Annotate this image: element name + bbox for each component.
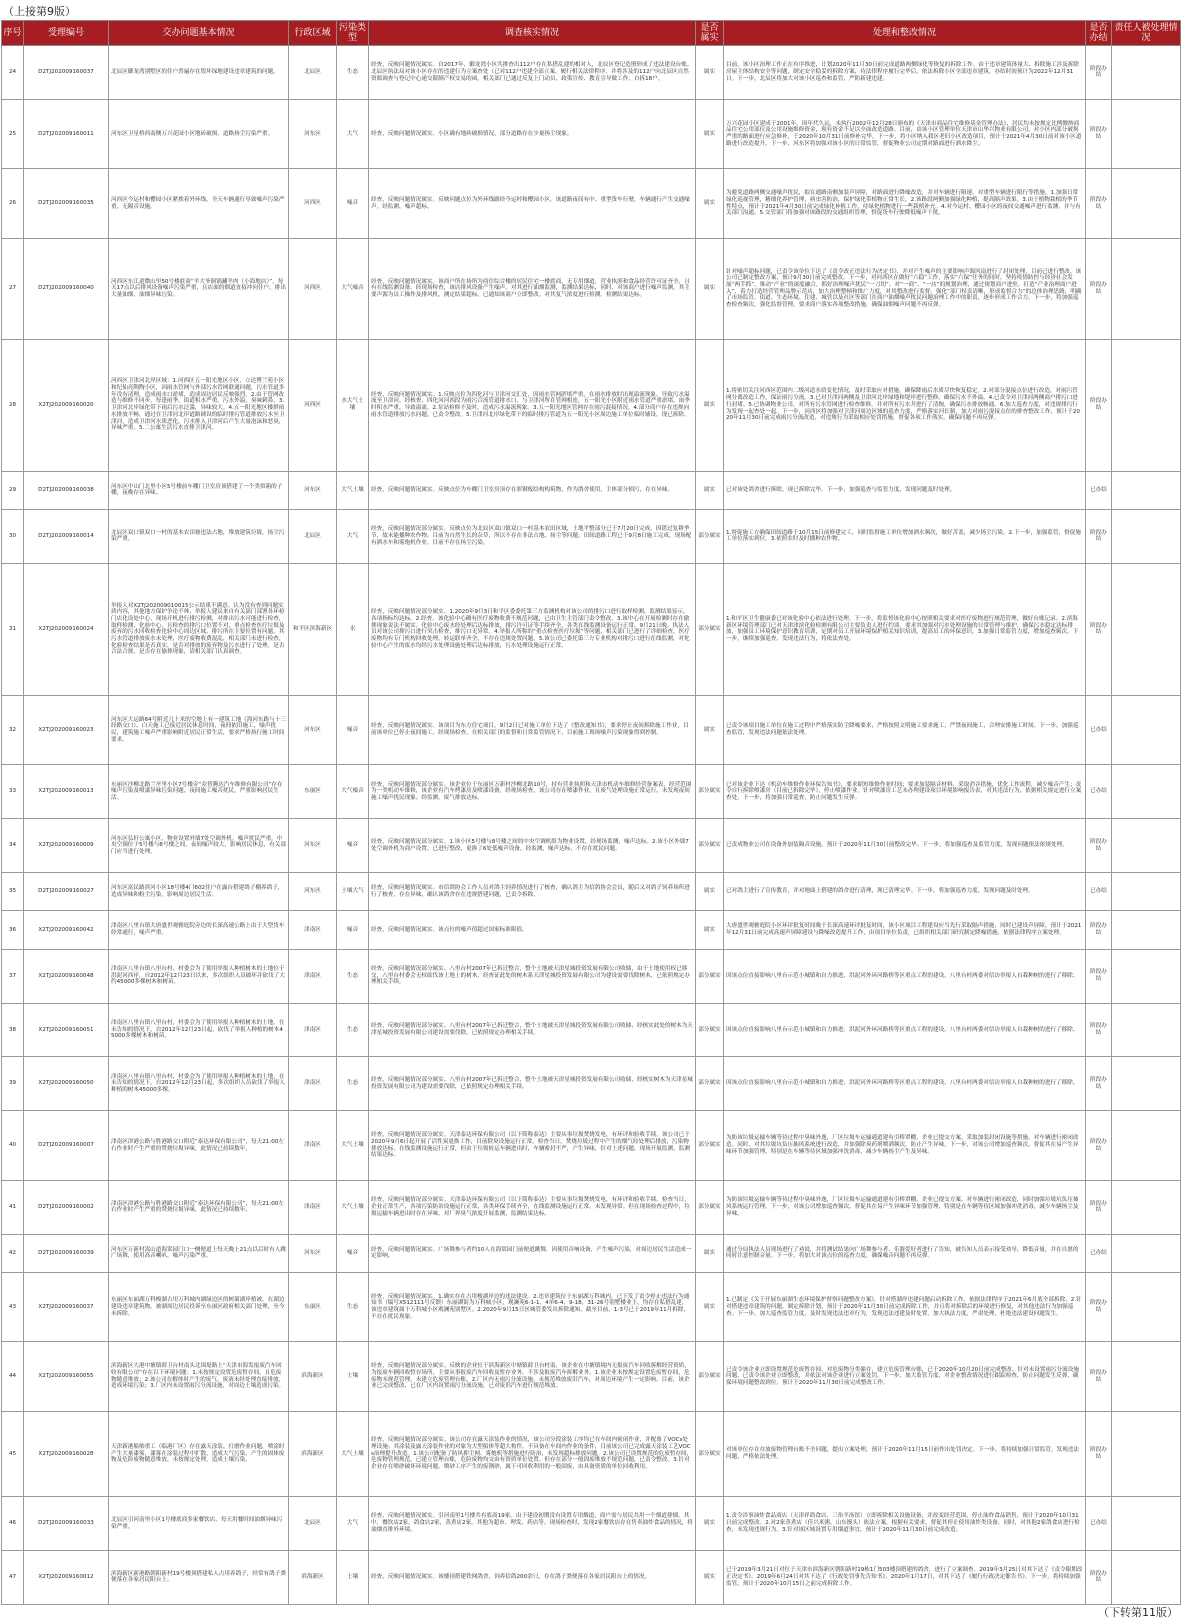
acceptance-code: D2TJ202009160033 [24, 1497, 109, 1551]
table-row [2, 1180, 1181, 1234]
responsible-person-handling [1112, 1272, 1181, 1342]
investigation-result: 经查，反映问题情况属实。自2017年，御龙湾小区共排查出112户存在私搭乱建的相对人，北辰区登记造册形成了违法建设台账。北辰区执法局对该小区存在的违建行为立案查处（已对112户违建全部立案，履行相关法律程序，并将涉及的112户向北辰区自然资源调查与登记中心递交限制产权交易的函。相关部门已通过反复上门动员、政策宣传、教育引导做工作，自拆18户。 [369, 46, 696, 100]
issue-description: 河东区中山门北里小区5号楼前车棚门卫室房顶搭建了一个类似箱的子棚，夜晚存在异味。 [109, 471, 289, 509]
district: 津南区 [289, 1003, 337, 1057]
table-row [2, 1111, 1181, 1181]
responsible-person-handling [1112, 1180, 1181, 1234]
row-number: 39 [2, 1057, 24, 1111]
pollution-type: 噪音 [337, 819, 369, 873]
handling-result: 因该点位直接影响八里台示范小城镇和自力推进、洪泥河外环河路桥等区重点工程的建设，八里台村两委对信访举报人自栽种树的进行了移除。 [724, 949, 1086, 1003]
handling-result: 万兴花园小区建成于2001年，因年代久远，未执行2002年12月28日颁布的《天津市商品住宅维修基金管理办法》，居民均未按规定比例缴纳商品住宅公用部位及公用设施维修资金，现有资金不足以全面改造道路。目前，由该小区管理单位天津市山华兴物业有限公司，对小区内部分破损严重的路面进行应急修补，于2020年10月31日前修补完毕，下一步，将小区纳入我区老旧小区改造项目，预计于2021年4月30日前对该小区道路进行改造提升。下一步，河东区将加强对该小区的日常监管，督促物业公司定期对路面进行洒水降尘。 [724, 99, 1086, 169]
investigation-result: 经查，反映问题情况部分属实。1.该小区5号楼与8号楼之间的中央空调机组为物业设置，经现场监测，噪声达标。2.该小区外墙7处空调外机为商户设置，已进行整改，更换了6处低噪声设备，经监测，噪声达标，不存在扰民问题。 [369, 819, 696, 873]
completion-status: 已办结 [1086, 765, 1112, 819]
pollution-type: 噪音 [337, 169, 369, 239]
district: 河东区 [289, 819, 337, 873]
investigation-result: 经查，反映问题情况属实。反映问题点位为外环线路经今运村和樱园小区，该道路夜间有中、重型货车行驶，车辆通行产生交通噪声。经监测，噪声超标。 [369, 169, 696, 239]
issue-description: 河西区东江道微山里50号楼底商“羊大爷铜锅涮羊肉（小海地店）”，每天17点以后排风设备噪声污染严重，且店面的烟道直接冲向住户，排出大量油烟，油烟异味污染。 [109, 238, 289, 339]
responsible-person-handling [1112, 695, 1181, 765]
acceptance-code: X2TJ202009160020 [24, 339, 109, 471]
acceptance-code: X2TJ202009160037 [24, 1272, 109, 1342]
verified-status: 属实 [696, 471, 724, 509]
investigation-result: 经查，反映问题情况部分属实。八里台村2007年已拆迁整合，整个土地被天津星城投资发展有限公司收储，由于土地使用权已移交，八里台村委会无权砍伐该土地上的树木，经查证此处的树木系天津星城投资发展有限公司为建设需要伐除树木，已依照规定办理相关手续。 [369, 949, 696, 1003]
district: 河西区 [289, 238, 337, 339]
issue-description: 北辰区双口镇双口一村的基本农田被违法占地，堆放建筑垃圾，扬尘污染严重。 [109, 509, 289, 563]
handling-result: 1.已制定《关于开展东丽湖生态环境保护督察问题整改方案》，针对搭湖岸违建问题启动拆除工作，依据法律程序于2021年6月底全部拆除。2.针对搭建违章建筑的问题，制定拆除计划，预计于2020年11月30日前完成拆除工作，并且将对拆除后的环境进行修复，对其他违法行为加强巡查。下一步，加大巡查监管力度，及时发现违法违章行为，发现违法违建及时处置，加大执法力度，严肃处理，杜绝违法建设问题发生。 [724, 1272, 1086, 1342]
issue-description: 北辰区引河南里小区1号楼底商多家餐饮店，每天用餐时间油烟异味污染严重。 [109, 1497, 289, 1551]
investigation-result: 经查，反映问题情况部分属实。反映点位为北辰区双口镇双口一村基本农田区域，土地平整部分已于7月20日完成，因错过复耕季节，故未能播种农作物。目前为自然生长的杂草，所以不存在非法占地、扬尘等问题。田间道路工程已于9月8日施工完成，现场配有洒水车和雾炮机作业，目前不存在扬尘污染。 [369, 509, 696, 563]
handling-result: 已对鸽主进行了宣传教育，并对地面上搭建的鸽舍进行清理，现已清理完毕。下一步，将加强巡查力度，发现问题及时处理。 [724, 873, 1086, 911]
acceptance-code: X2TJ202009160024 [24, 563, 109, 695]
issue-description: 河西区卫津河北岸区域：1.河西区五一阳光地区小区，立达博兰苑小区和纪仙亮陶陶小区，因雨水管网与外部污水管网联通问题，污水管道多年没有清理，造成雨水口淤堵，造成周边居民反映强烈。2.由于管网改造与维修不同步，每逢雨季，街道积水严重，污水外溢，臭味刺鼻。3.卫津河北岸绿化带下雨后污水泛滥，异味较大。4.五一阳光地区楼群雨水排放不畅，通过在卫津河北岸道路铺设的临时排污管道排放污水至卫津河，造成卫津河水质恶化，污水排入卫津河后产生大量泡沫和恶臭，异味严重。5.二公寓生活污水直排卫津河。 [109, 339, 289, 471]
continuation-note-top: （上接第9版） [3, 5, 76, 18]
verified-status: 属实 [696, 1497, 724, 1551]
responsible-person-handling [1112, 819, 1181, 873]
handling-result: 已对该处鸽舍进行拆除，现已拆除完毕。下一步，加强巡查与监管力度，发现问题及时处理。 [724, 471, 1086, 509]
complaint-table [1, 20, 1181, 1605]
district: 河东区 [289, 1234, 337, 1272]
district: 河东区 [289, 873, 337, 911]
acceptance-code: D2TJ202009160014 [24, 509, 109, 563]
acceptance-code: X2TJ202009160023 [24, 695, 109, 765]
acceptance-code: D2TJ202009160035 [24, 169, 109, 239]
district: 东丽区 [289, 765, 337, 819]
investigation-result: 经查，反映问题情况属实。该楼顶搭建铁网鸽舍，饲养信鸽200余只，存在鸽子粪便落在各家居民阳台上的情况。 [369, 1550, 696, 1604]
handling-result: 已于2019年3月21日对位于天津市滨海新区朝阳新村19栋1门503楼顶搭建的鸽舍，进行了立案调查。2019年3月25日对其下达了《责令限期改正决定书》。2019年6月24日对其下达了《行政处罚事先告知书》。2020年1月17日，对其下达了《履行行政决定催告书》。下一步，将持续加强监管，预计于2020年10月15日之前完成拆除工作。 [724, 1550, 1086, 1604]
responsible-person-handling [1112, 99, 1181, 169]
responsible-person-handling [1112, 509, 1181, 563]
district: 东丽区 [289, 1272, 337, 1342]
investigation-result: 经查，反映问题情况部分属实。该公司存在露天涂装作业的情况，该公司分段涂装工序均已在车间内密闭作业，并配备了VOCs处理设施；其涂装及露天涂装作业的对象为大型船体等超大构件，不具备在车间内作业的条件，目前该公司已完成露天涂装工艺VOCs治理提升改造。1.该公司配备了防风抑尘网、雾炮机等措施进行防治，未发现超标排放问题。2.该公司已设置规范的危废暂存间，危废物管理规范，已建立管理台账，危险废物均交由有资质单位处置。但存在部分一般固废堆放不规范问题，已责令整改。3.针对企业存在喷砂破坏环境问题，喷砂工序产生的废钢砂，属于可回收利用的一般固废，由具备资质的单位回收利用。 [369, 1411, 696, 1496]
investigation-result: 经查，反映问题情况属实。该点位的噪声值超过国家标准限值。 [369, 911, 696, 949]
verified-status: 部分属实 [696, 1111, 724, 1181]
acceptance-code: X2TJ202009160048 [24, 949, 109, 1003]
handling-result: 对该单位存在存放废物管理台账不全问题，提出立案处理，预计于2020年11月15日前作出处罚决定。下一步，将持续加强日常监管，发现违法问题，严格依法处理。 [724, 1411, 1086, 1496]
row-number: 25 [2, 99, 24, 169]
pollution-type: 土壤 [337, 1342, 369, 1412]
verified-status: 属实 [696, 238, 724, 339]
verified-status: 属实 [696, 46, 724, 100]
pollution-type: 大气土壤 [337, 1111, 369, 1181]
pollution-type: 大气 [337, 509, 369, 563]
handling-result: 大唐盛世观雅庭院小区环评批复时间晚于长深高速环评批复时间，该小区项目工程建设应当先行采取隔声措施，同时已建设声屏障，预计于2021年12月31日前完成高速声屏障建设与降噪改造提升工作，由项目单位负责，已组织相关部门研究制定降噪措施，依据法律程序立案处理。 [724, 911, 1086, 949]
verified-status: 部分属实 [696, 509, 724, 563]
completion-status: 阶段办结 [1086, 509, 1112, 563]
investigation-result: 经查，反映问题情况属实。1.反映点位为四化河与卫津河交汇处，因雨水管网淤堵严重，在雨水排放时出现溢流现象，导致污水溢流至卫津河。经核查，四化河河西段为雨污合流管道排水口，与卫津河所在管网相连，五一阳光小区附近雨水管道严重淤堵，雨季时积水严重，导致溢流。2.泵站检修不及时，造成污水溢流现象。3.五一阳光地区管网存在雨污混接情况。4.部分商户存在违规向雨水管道排放污水问题，已责令整改。5.卫津河北岸绿化带下的临时排污管道为五一阳光小区周边施工单位临时铺设，现已拆除。 [369, 339, 696, 471]
acceptance-code: D2TJ202009160038 [24, 471, 109, 509]
header-area: 行政区域 [289, 21, 337, 46]
responsible-person-handling [1112, 1497, 1181, 1551]
issue-description: 津南区津港公路与胜港路交口附近“泰达环保有限公司”，每天21:00左右作业时产生严重的焚烧垃圾异味，此情况已持续数年。 [109, 1180, 289, 1234]
table-row [2, 1550, 1181, 1604]
table-row [2, 1003, 1181, 1057]
issue-description: 河东区大运路64号附近几十米的空地上有一建筑工地（海河东路与十三经路交口），白天施工已接近居民休息时间，夜间依旧施工，噪声扰民，建筑施工噪声严重影响附近居民正常生活，要求严格执行施工时间要求。 [109, 695, 289, 765]
pollution-type: 大气噪音 [337, 765, 369, 819]
header-no: 序号 [2, 21, 24, 46]
responsible-person-handling [1112, 765, 1181, 819]
district: 北辰区 [289, 509, 337, 563]
verified-status: 属实 [696, 169, 724, 239]
table-header [2, 21, 1181, 46]
acceptance-code: X2TJ202009160055 [24, 1342, 109, 1412]
verified-status: 属实 [696, 339, 724, 471]
header-verified: 是否属实 [696, 21, 724, 46]
completion-status: 阶段办结 [1086, 339, 1112, 471]
district: 和平区滨海新区 [289, 563, 337, 695]
header-handle: 处理和整改情况 [724, 21, 1086, 46]
row-number: 35 [2, 873, 24, 911]
pollution-type: 大气土壤 [337, 1180, 369, 1234]
header-done: 是否办结 [1086, 21, 1112, 46]
verified-status: 部分属实 [696, 765, 724, 819]
verified-status: 属实 [696, 1272, 724, 1342]
completion-status: 阶段办结 [1086, 911, 1112, 949]
investigation-result: 经查，反映问题情况属实。市信鸽协会工作人员对鸽主饲养情况进行了核查，确认鸽主为信鸽协会会员，随后又对鸽子饲养场所进行了核查，存在异味，确认该鸽舍存在违规搭建问题，已责令拆除。 [369, 873, 696, 911]
district: 河东区 [289, 695, 337, 765]
investigation-result: 经查，反映问题情况属实。小区确有地砖破损情况，部分道路存在少量扬尘现象。 [369, 99, 696, 169]
district: 津南区 [289, 1057, 337, 1111]
table-row [2, 1234, 1181, 1272]
pollution-type: 噪音 [337, 1234, 369, 1272]
handling-result: 因该点位直接影响八里台示范小城镇和自力推进、洪泥河外环河路桥等区重点工程的建设，八里台村两委对信访举报人自栽种树的进行了移除。 [724, 1003, 1086, 1057]
table-row [2, 169, 1181, 239]
acceptance-code: X2TJ202009160050 [24, 1057, 109, 1111]
row-number: 44 [2, 1342, 24, 1412]
pollution-type: 大气土壤 [337, 471, 369, 509]
pollution-type: 生态 [337, 1057, 369, 1111]
investigation-result: 经查，反映问题情况部分属实。该企业位于东丽区万新村沙柳北路10号，持有营业执照和天津市机动车维修经营备案表，经营范围为一类机动车维修，该企业有汽车烤漆房及喷漆设备，经现场检查，该公司存在喷漆作业，且废气处理设施正常运行，未发现夜间施工噪声扰民现象。经监测，废气排放达标。 [369, 765, 696, 819]
verified-status: 部分属实 [696, 819, 724, 873]
pollution-type: 噪音 [337, 695, 369, 765]
issue-description: 津南区八里台镇八里台村，村委会为了使用举报人种植树木的土地，在未告知的情况下，自2012年12月23日起，多次组织人员砍伐了举报人种植的树木45000多棵。 [109, 1057, 289, 1111]
table-row [2, 339, 1181, 471]
table-row [2, 563, 1181, 695]
district: 滨海新区 [289, 1550, 337, 1604]
verified-status: 部分属实 [696, 1057, 724, 1111]
handling-result: 1.和平区卫生健康委已对该化验中心依法进行处理。下一步，将监督该化验中心按照相关要求对医疗废物进行规范管理，做好台账记录。2.滨海新区环境管理部门已对天津津滨化验检测有限公司主要负责人进行约谈，要求其加强对污水处理设施的日常管理与维护，确保污水稳定达标排放，加强员工环境保护意识教育培训，定期对员工开展环境保护相关知识培训，提高员工的环保意识。3.加强日常监管力度，增加巡查频次。下一步，继续加强巡查，发现违法行为，将依法查处。 [724, 563, 1086, 695]
handling-result: 为防该垃圾运输车辆等待过程中臭味外逸，厂区垃圾车运输通道建有引桥罩棚，企业已提交方案，采取加装封闭设施等措施，对车辆进行密闭改造。同时，对其垃圾坑负压抽风系统进行改造，并加强除臭药剂喷洒频次，防止产生异味。下一步，对该公司增加巡查频次，督促其在易产生异味环节加强管理，特别是在车辆等待区域加强冲洗消毒，减少车辆扬尘产生及异味。 [724, 1111, 1086, 1181]
responsible-person-handling [1112, 873, 1181, 911]
handling-result: 已责令该企业立即设置规范危废暂存间，对危废物分类储存，建立危废管理台账，已于2020年10月20日前完成整改。针对未设置雨污分流设施问题，已责令该企业立即整改，并依法对该企业进行立案处罚。下一步，加大监管力度，对企业整改情况进行跟踪检查，防止问题发生反弹，确保环境问题整改到位，预计于2020年11月30日前完成整改工作。 [724, 1342, 1086, 1412]
row-number: 46 [2, 1497, 24, 1551]
completion-status: 已办结 [1086, 873, 1112, 911]
completion-status: 阶段办结 [1086, 99, 1112, 169]
handling-result: 针对噪声超标问题，已责令该单位下达了《责令改正违法行为决定书》，并对产生噪声的主要影响声源风扇进行了封闭处理，目前已进行整改，该公司已制定整改方案，预计9月30日前完成整改。下一步，对河西区在做好“六稳”工作，落实“六保”任务的同时，坚持疫情防控与经济社会发展“两手抓”，推动“产业”的深度融合，抓好治理噪声扰民“一刀切”。对“一商”、“一店”的规划治理，通过规划商户进驻，打造“产业治理商户进入”，着力打造经营管理品牌示范店，加大治理整顿和推广力度，对其整改进行监督。强化“部门权责清晰，形成监督合力”的总体治理思路，明确了市场监管、街道、生态环境、住建、城管以及社区等部门在商户油烟噪声扰民问题治理工作中的职责，逐步形成工作合力。下一步，将加强巡查检查频次，强化监督管理，要求商户落实各项整改措施，确保油烟噪声问题不再反弹。 [724, 238, 1086, 339]
district: 津南区 [289, 1111, 337, 1181]
responsible-person-handling [1112, 1342, 1181, 1412]
acceptance-code: D2TJ202009160037 [24, 46, 109, 100]
pollution-type: 大气 [337, 99, 369, 169]
pollution-type: 噪音 [337, 911, 369, 949]
pollution-type: 土壤大气 [337, 873, 369, 911]
header-type: 污染类型 [337, 21, 369, 46]
row-number: 41 [2, 1180, 24, 1234]
row-number: 36 [2, 911, 24, 949]
table-row [2, 471, 1181, 509]
responsible-person-handling [1112, 1411, 1181, 1496]
pollution-type: 大气土壤 [337, 1411, 369, 1496]
investigation-result: 经查，反映问题情况属实。引河南里1号楼共有底商19家。由于建设初期没有设置专用烟道，商户需与居民共用一个烟道排烟。其中，餐饮店2家，鸽食店2家，蒸煮店2家，其他为超市、理发、药店等。现场检查时，发现2家餐饮店存在售卖油炸食品的情况，将油烟直排外环境。 [369, 1497, 696, 1551]
verified-status: 部分属实 [696, 949, 724, 1003]
pollution-type: 生态 [337, 46, 369, 100]
completion-status: 阶段办结 [1086, 949, 1112, 1003]
acceptance-code: D2TJ202009160040 [24, 238, 109, 339]
responsible-person-handling [1112, 1111, 1181, 1181]
issue-description: 天津新港船舶重工（临港厂区）存在露天涂装、打磨作业问题，喷涂时产生大量漆雾，漆雾在涂装过程中扩散，造成大气污染，产生的固体废物及危险废物随意堆放，未按规定处理，造成土壤污染。 [109, 1411, 289, 1496]
row-number: 40 [2, 1111, 24, 1181]
row-number: 32 [2, 695, 24, 765]
header-basic: 交办问题基本情况 [109, 21, 289, 46]
issue-description: 滨海新区大港中塘镇薛卫台村南头北围堤路上“天津市海发报废汽车回收有限公司”存在以下环境问题：1.未按规定设置危废暂存间，且危废物随意堆放；2.该公司在解体时产生的废气、废液未经处理直接排放，造成环境污染；3.厂区内未设置雨污分流设施，对周边土壤造成污染。 [109, 1342, 289, 1412]
verified-status: 属实 [696, 695, 724, 765]
completion-status: 阶段办结 [1086, 169, 1112, 239]
investigation-result: 经查，反映问题情况部分属实。天津泰达环保有限公司（以下简称泰达）主要从事垃圾焚烧发电，有环评和验收手续。该公司已于2020年9月6日起开展了活性炭更换工作，目前除臭设施运行正常。检查当日，焚烧垃圾过程中产生的烟气经处理后排放，污染物排放达标，在线监测设施运行正常，但由于垃圾转运车辆进出时，车辆密封不严，产生异味，针对上述问题，现场开展监测，监测结果达标。 [369, 1111, 696, 1181]
handling-result: 目前，该小区治理工作正在有序推进，计划2020年11月30日前完成道路两侧绿化等恢复的拆除工作。由于违章建筑体量大、拆除施工涉及拆除房屋主体结构安全等问题，制定安全稳妥的拆除方案，待法律程序履行完毕后，依法拆除小区全部违章建筑。办结时间预计为2022年12月31日。下一步，北辰区将加大对该小区巡查和监管，严防新建违建。 [724, 46, 1086, 100]
row-number: 29 [2, 471, 24, 509]
verified-status: 属实 [696, 873, 724, 911]
pollution-type: 生态 [337, 1272, 369, 1342]
row-number: 47 [2, 1550, 24, 1604]
row-number: 33 [2, 765, 24, 819]
table-row [2, 99, 1181, 169]
issue-description: 津南区八里台镇八里台村，村委会为了使用举报人种植树木的土地位于洪泥河西岸，自2012年12月23日以来，多次组织人员破坏并砍伐了大约45000多棵树木和树苗。 [109, 949, 289, 1003]
acceptance-code: X2TJ202009160009 [24, 819, 109, 873]
pollution-type: 生态 [337, 949, 369, 1003]
district: 北辰区 [289, 46, 337, 100]
completion-status: 已办结 [1086, 1234, 1112, 1272]
row-number: 34 [2, 819, 24, 873]
row-number: 24 [2, 46, 24, 100]
responsible-person-handling [1112, 46, 1181, 100]
pollution-type: 大气噪音 [337, 238, 369, 339]
pollution-type: 大气 [337, 1497, 369, 1551]
completion-status: 阶段办结 [1086, 1342, 1112, 1412]
acceptance-code: X2TJ202009160051 [24, 1003, 109, 1057]
row-number: 26 [2, 169, 24, 239]
issue-description: 河东区万新村嵩山道海棠园门口一侧便道上每天晚上21点以后时有人跳广场舞，使用高音喇叭，噪声污染严重。 [109, 1234, 289, 1272]
pollution-type: 水大气土壤 [337, 339, 369, 471]
issue-description: 东丽区东丽湖万科梭湖占用万科城内湖绿边区的树篱湖岸植被，在湖边建设违章建筑物，被湖周边居民投诉至东丽区政府相关部门处理，至今未拆除。 [109, 1272, 289, 1342]
continuation-note-bottom: （下转第11版） [1098, 1606, 1178, 1619]
table-row [2, 509, 1181, 563]
completion-status: 已办结 [1086, 1497, 1112, 1551]
investigation-result: 经查，反映问题情况部分属实。八里台村2007年已拆迁整合，整个土地被天津星城投资发展有限公司收储，经核实树木为天津星城投资发展有限公司为建设需要伐除，已依照规定办理相关手续。 [369, 1057, 696, 1111]
verified-status: 部分属实 [696, 1003, 724, 1057]
completion-status: 阶段办结 [1086, 1003, 1112, 1057]
district: 津南区 [289, 911, 337, 949]
row-number: 28 [2, 339, 24, 471]
table-row [2, 695, 1181, 765]
completion-status: 已办结 [1086, 471, 1112, 509]
district: 河东区 [289, 471, 337, 509]
investigation-result: 经查，反映问题情况属实。1.确实存在占用梭湖岸边的违法建设。2.违章建筑位于东丽湖万科城内，已下发了责令停止违法行为通知书（编号X512111号反馈）东丽湖街为万科城小区，观澜苑6-1-1，4单6-4，9-18，31-26号别墅楼业主，均存在私搭乱建，该违章建筑属于万科城小区观澜苑别墅区。2.2020年9月15日区城管委发出拆除通知，截至目前，1-3号已于2019年11月拆除，不存在扰民现象。 [369, 1272, 696, 1342]
issue-description: 河东区富民路滨河小区18号楼4门602住户在露台搭建鸽子棚养鸽子，造成异味和粉尘污染，影响周边居民生活。 [109, 873, 289, 911]
completion-status: 阶段办结 [1086, 1411, 1112, 1496]
pollution-type: 土壤 [337, 1550, 369, 1604]
district: 津南区 [289, 1180, 337, 1234]
header-code: 受理编号 [24, 21, 109, 46]
row-number: 31 [2, 563, 24, 695]
responsible-person-handling [1112, 563, 1181, 695]
investigation-result: 经查，反映问题情况属实。反映点位为车棚门卫室房顶存在彩钢板结构构筑物，作为鸽舍使用，主体部分损污，存在异味。 [369, 471, 696, 509]
header-person: 责任人被处理情况 [1112, 21, 1181, 46]
district: 津南区 [289, 949, 337, 1003]
responsible-person-handling [1112, 949, 1181, 1003]
row-number: 37 [2, 949, 24, 1003]
issue-description: 津南区八里台镇八里台村，村委会为了使用举报人种植树木的土地，在未告知的情况下，自2012年12月23日起，砍伐了举报人种植的树木45000多棵树木和树苗。 [109, 1003, 289, 1057]
issue-description: 河东区弘轩公寓小区，物业设置外墙7处空调外机，噪声扰民严重，中央空调位于5号楼与8号楼之间，夜间噪声较大，影响居民休息，有关部门应当进行处理。 [109, 819, 289, 873]
row-number: 45 [2, 1411, 24, 1496]
acceptance-code: D2TJ202009160007 [24, 1111, 109, 1181]
completion-status: 阶段办结 [1086, 563, 1112, 695]
pollution-type: 水 [337, 563, 369, 695]
responsible-person-handling [1112, 339, 1181, 471]
issue-description: 东丽区沙柳北路兰亭里小区7号楼旁“众智腾达汽车维修有限公司”存在噪声污染及喷漆异味污染问题，夜间施工噪音扰民，严重影响居民生活。 [109, 765, 289, 819]
row-number: 27 [2, 238, 24, 339]
issue-description: 举报人对X2TJ202009010015公示结果不满意。认为没有查到问题实质内容，其他地方保护争论不休，举报人建议来自有关部门部署各环检门店化设处中心，现场开机进行排污检测，对排出污水可能进行检查，取样检测，化验中心，且检查的排污口位置不对，重点检查医疗垃圾及废弃的污水回收检查化验中心周边区域，排污所在主要位置有问题，其污水管道排放废水未处理，医疗废物收费混乱，相关部门未进行检查，化验检查结果是否真实，是否对排放的废弃物及污水进行了处理，是否合法合规，是否存在偷排现象，请相关部门认真调查。 [109, 563, 289, 695]
verified-status: 部分属实 [696, 1342, 724, 1412]
completion-status: 已办结 [1086, 695, 1112, 765]
responsible-person-handling [1112, 911, 1181, 949]
completion-status: 阶段办结 [1086, 1057, 1112, 1111]
investigation-result: 经查，反映问题情况属实。广场舞参与者约10人在海棠园门前便道跳舞，因使用音响设备，产生噪声污染，对周边居民生活造成一定影响。 [369, 1234, 696, 1272]
table-row [2, 911, 1181, 949]
responsible-person-handling [1112, 1057, 1181, 1111]
pollution-type: 生态 [337, 1003, 369, 1057]
issue-description: 河西区今运村和樱园小区紧挨着外环线，全天车辆通行导致噪声污染严重，无隔音设施。 [109, 169, 289, 239]
district: 河西区 [289, 169, 337, 239]
table-row [2, 949, 1181, 1003]
handling-result: 为避免道路两侧交通噪声扰民，拟在通路南侧加装声屏障，对路面进行降噪改造，并对车辆进行限速，对重型车辆进行限行等措施。1.加强日常绿化巡视管理，精细化养护管理，病虫害防治，保护绿化带植物正常生长。2.该路段两侧加强绿化种植，提高隔声效果。3.由于植物栽植的季节性特点，预计于2021年4月30日前完成绿化补植工作，待绿化植物进行一些栽植补充。4.对今运村、樱园小区的夜间交通噪声进行监测，并与有关部门沟通。5.交管部门将加强对该路段的交通组织管理，督促货车行驶降低噪声干扰。 [724, 169, 1086, 239]
acceptance-code: D2TJ202009160039 [24, 1234, 109, 1272]
investigation-result: 经查，反映问题情况部分属实。八里台村2007年已拆迁整合，整个土地被天津星城投资发展有限公司收储，经核实此处的树木为天津星城投资发展有限公司建设需要伐除，已依照规定办理相关手续。 [369, 1003, 696, 1057]
responsible-person-handling [1112, 238, 1181, 339]
verified-status: 属实 [696, 911, 724, 949]
issue-description: 津南区八里台镇大唐盛世观雅庭院旁边的长深高速公路上由于大型货车经常通行，噪声严重。 [109, 911, 289, 949]
verified-status: 部分属实 [696, 1411, 724, 1496]
table-body [2, 46, 1181, 1605]
table-row [2, 819, 1181, 873]
completion-status: 阶段办结 [1086, 1272, 1112, 1342]
row-number: 38 [2, 1003, 24, 1057]
row-number: 30 [2, 509, 24, 563]
table-row [2, 1342, 1181, 1412]
row-number: 42 [2, 1234, 24, 1272]
header-verify: 调查核实情况 [369, 21, 696, 46]
completion-status: 阶段办结 [1086, 819, 1112, 873]
table-row [2, 238, 1181, 339]
acceptance-code: X2TJ202009160012 [24, 1550, 109, 1604]
district: 河东区 [289, 99, 337, 169]
acceptance-code: D2TJ202009160011 [24, 99, 109, 169]
table-row [2, 765, 1181, 819]
investigation-result: 经查，反映问题情况部分属实。天津泰达环保有限公司（以下简称泰达）主要从事垃圾焚烧发电，有环评和验收手续。检查当日，企业正常生产，各项污染防治设施运行正常，各类环保手续齐全，在线监测设施运行正常，未发现异常。但在现场检查过程中，垃圾运输车辆进出时存在异味，对厂界臭气浓度开展监测，监测结果达标。 [369, 1180, 696, 1234]
table-row [2, 1497, 1181, 1551]
acceptance-code: D2TJ202009160027 [24, 873, 109, 911]
acceptance-code: X2TJ202009160028 [24, 1411, 109, 1496]
investigation-result: 经查，反映问题情况属实。该商户所在场所为商住综合楼的居民住宅一楼底商，无专用烟道，营业执照和食品经营许可证齐全，且有在线监测设备。经现场检查，该店排风设备产生噪声，对其进行油烟监测，监测结果达标，同时，对该商户进行噪声监测，其主要声源为员工操作及排风机，测定结果超标。已通知该商户立即整改。对其复气浓度进行检测，检测结果达标。 [369, 238, 696, 339]
investigation-result: 经查，反映问题情况部分属实。1.2020年9月3日和平区委委托第三方监测机构对该公司的排污口进行取样检测，监测结果显示，各项指标均达标。2.经查，该化验中心确有医疗废物收费不规范问题，已由卫生主管部门责令整改。3.该中心在开展检测时存在偷排现象说法不属实。化验中心废水经处理后达标排放，排污许可证等手续齐全，各类在线监测设备运行正常。9月21日晚，执法人员对该公司排污口进行突击检查，排污口无异常。4.举报人所称的“重点检查医疗垃圾”等问题，相关部门已进行了详细检查，医疗废物均有专门机构回收处理，转运联单齐全，不存在违规处置问题。5.该公司已委托第三方专业机构对排污口进行在线监测，对化验中心产生的废水均经污水处理设施处理后达标排放，污水处理设施运行正常。 [369, 563, 696, 695]
completion-status: 阶段办结 [1086, 1180, 1112, 1234]
issue-description: 津南区津港公路与胜港路交口附近“泰达环保有限公司”，每天21:00左右作业时产生严重的焚烧垃圾异味，此情况已持续数年。 [109, 1111, 289, 1181]
handling-result: 1.督促施工方确保田间道路于10月15日前修建完工，同时监督施工单位增加洒水频次，做好苫盖，减少扬尘污染。2.下一步，加强监管，督促施工单位落实到位。3.依照农时及时播种农作物。 [724, 509, 1086, 563]
table-row [2, 1272, 1181, 1342]
district: 北辰区 [289, 1497, 337, 1551]
completion-status: 阶段办结 [1086, 1111, 1112, 1181]
district: 滨海新区 [289, 1342, 337, 1412]
responsible-person-handling [1112, 1550, 1181, 1604]
handling-result: 已责令该项目施工单位在施工过程中严格落实防尘降噪要求，严格按照文明施工要求施工，严禁夜间施工，合理安排施工时间。下一步，加强巡查监管，发现违法问题依法处理。 [724, 695, 1086, 765]
completion-status: 阶段办结 [1086, 238, 1112, 339]
issue-description: 河东区卫星桥西南侧万兴花园小区地砖破损，道路扬尘污染严重。 [109, 99, 289, 169]
handling-result: 为防该垃圾运输车辆等待过程中臭味外逸，厂区垃圾车运输通道建有引桥罩棚，企业已提交方案，对车辆进行密闭改造，同时加强垃圾坑负压抽风系统运行管理。下一步，对该公司增加巡查频次，督促其在易产生异味环节加强管理，特别是在车辆等待区域加强冲洗消毒，减少车辆扬尘及异味。 [724, 1180, 1086, 1234]
row-number: 43 [2, 1272, 24, 1342]
verified-status: 部分属实 [696, 563, 724, 695]
acceptance-code: D2TJ202009160002 [24, 1180, 109, 1234]
table-row [2, 46, 1181, 100]
table-row [2, 873, 1181, 911]
completion-status: 阶段办结 [1086, 1550, 1112, 1604]
acceptance-code: X2TJ202009160013 [24, 765, 109, 819]
responsible-person-handling [1112, 471, 1181, 509]
handling-result: 通过分局执法人员现场进行了劝说，并将测试结果向广场舞参与者、乐器爱好者进行了告知，被告知人员表示接受劝导，降低音量，并在自愿的同时注意控制音量。下一步，将加大对该点位的巡查力度，确保噪音问题不再反弹。 [724, 1234, 1086, 1272]
investigation-result: 经查，反映问题情况属实。该项目为东方住宅项目，9月2日已对施工单位下达了《整改通知书》，要求停止夜间拆除施工作业，目前该单位已停止夜间施工。经现场检查，在相关部门的监督和日常监管情况下，目前施工现场噪声污染现象得到控制。 [369, 695, 696, 765]
handling-result: 1.责令涉事油炸食品商店（天津祥鸽食店、三角羊汤馆）立即拆除相关设施设备，并改变经营范围，停止油炸食品销售，预计于2020年10月31日前完成整改。2.对2家蒸煮店（佳兴米粥、山东馒头）依法立案，根据有关要求，督促其停止使用油炸类设备。同时，对其他2家鸽食店进行检查，未发现违规行为。3.针对该区域设置专用烟道事宜，预计于2020年11月30日前完成改造。 [724, 1497, 1086, 1551]
verified-status: 属实 [696, 1234, 724, 1272]
handling-result: 已责成物业公司在设备外加装隔音设施，预计于2020年11月30日前整改完毕。下一步，将加强巡查及监管力度，发现问题依法依规处理。 [724, 819, 1086, 873]
responsible-person-handling [1112, 169, 1181, 239]
table-row [2, 1411, 1181, 1496]
issue-description: 滨海新区新港路朝阳新村19号楼顶搭建私人占用养鸽子，经常有鸽子粪便落在各家居民阳台上。 [109, 1550, 289, 1604]
handling-result: 已对该企业下达《机动车维修作业环保告知书》，要求缩短维修作业时间；要求加装隔音材料，采取消音措施，优化工作流程，减少噪音产生；责令自行拆除喷漆房（目前已拆除完毕），停止喷漆作业。针对喷漆房工艺未办理建设项目环境影响报告表，对其违法行为，依据相关规定进行立案查处。下一步，将加强日常巡查，防止问题发生反弹。 [724, 765, 1086, 819]
acceptance-code: X2TJ202009160042 [24, 911, 109, 949]
issue-description: 北辰区御龙湾别墅区的住户普遍存在毁坏绿地建设违章建筑的问题。 [109, 46, 289, 100]
verified-status: 属实 [696, 99, 724, 169]
investigation-result: 经查，反映问题情况部分属实。反映的企业位于滨海新区中塘镇薛卫台村南，该企业在中塘镇境内无报废汽车回收拆解经营资质，为报废车辆回收暂存场所，主要从事报废汽车回收及暂存业务，不涉及报废汽车拆解业务。1.该企业未按规定设置危废暂存间，危废物未规范管理，未建立危废管理台账。2.厂区内无雨污分流设施，未规范堆放废旧汽车，对周边环境产生一定影响。目前，该企业已完成整改，已在厂区内设置雨污分流设施，已对废旧汽车进行规范堆放。 [369, 1342, 696, 1412]
verified-status: 部分属实 [696, 1180, 724, 1234]
district: 河西区 [289, 339, 337, 471]
completion-status: 阶段办结 [1086, 46, 1112, 100]
responsible-person-handling [1112, 1003, 1181, 1057]
district: 滨海新区 [289, 1411, 337, 1496]
table-row [2, 1057, 1181, 1111]
responsible-person-handling [1112, 1234, 1181, 1272]
handling-result: 因该点位直接影响八里台示范小城镇和自力推进、洪泥河外环河路桥等区重点工程的建设，八里台村两委对信访举报人自栽种树的进行了移除。 [724, 1057, 1086, 1111]
verified-status: 属实 [696, 1550, 724, 1604]
handling-result: 1.将密切关注河西区范围内二级河道水质变化情况，及时采取应对措施，确保降雨后水质尽快恢复稳定。2.对部分混接点位进行改造，对雨污管网分离改造工作，保证雨污分流。3.已对卫津河两侧及卫津河北岸绿地和堤岸进行整修，确保污水不外溢。4.已责令对卫津河两侧商户排污口进行封堵。5.已协调物业公司，对所有污水管网进行检查维修，并对所有污水井进行了清掏，确保污水排放畅通。6.加大巡查力度，对违规排污行为发现一起查处一起。下一步，河西区将加强对卫津河周边区域的巡查力度，严格落实河长制，加大对雨污混接点位的排查整改工作，预计于2020年11月30日前完成雨污分流改造，对违规行为采取相应处罚措施，督促各项工作落实，确保问题不再反弹。 [724, 339, 1086, 471]
